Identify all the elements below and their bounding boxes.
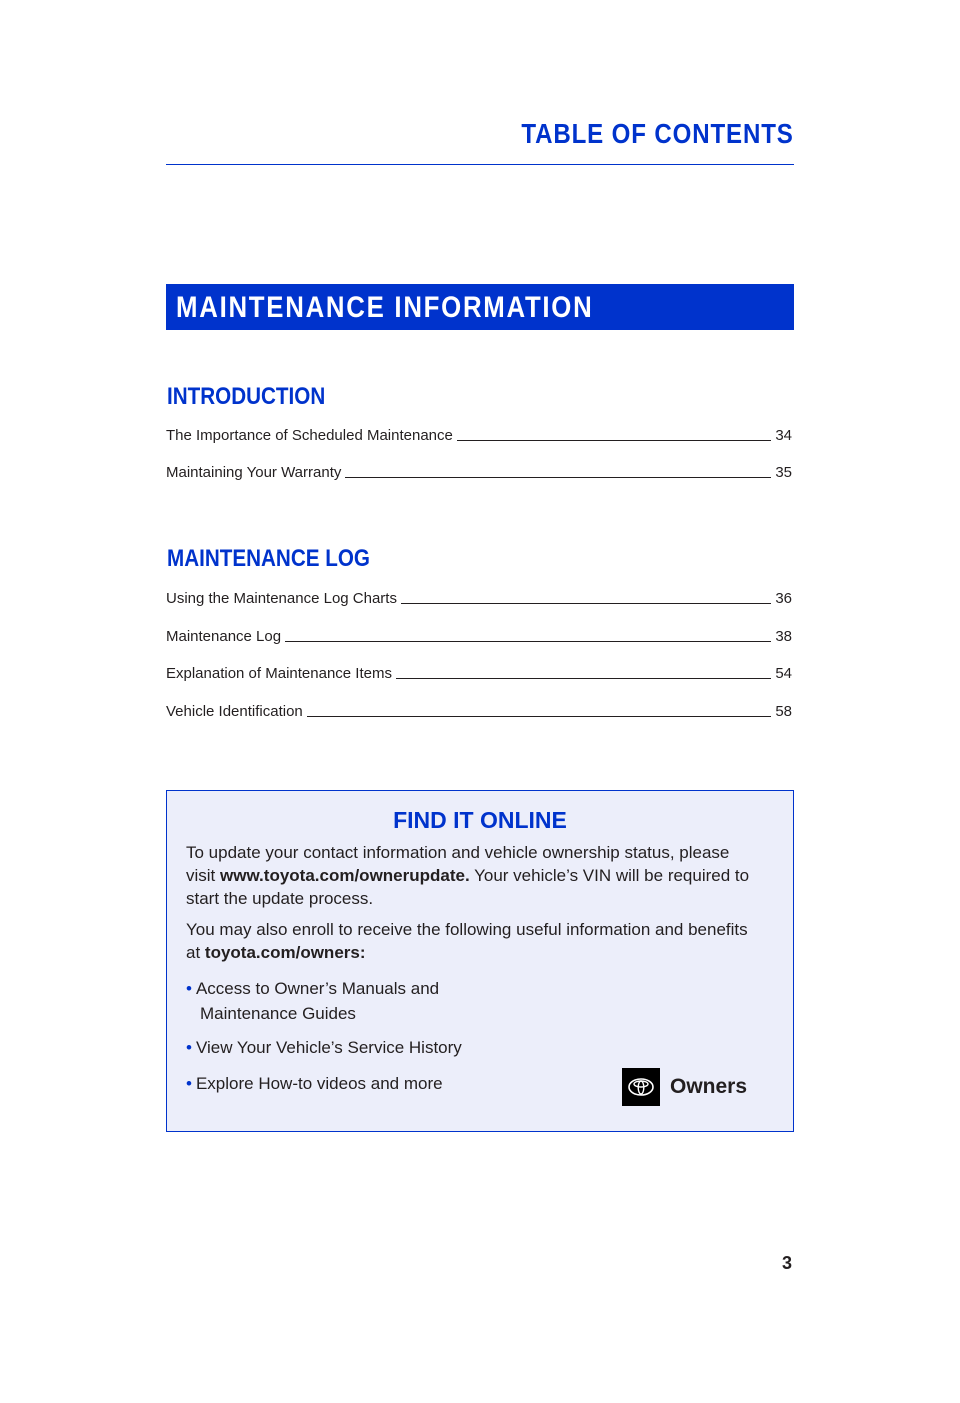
toc-entry[interactable] bbox=[166, 625, 792, 645]
benefit-text: Explore How-to videos and more bbox=[195, 1074, 443, 1093]
owners-site-link[interactable]: toyota.com/owners: bbox=[204, 943, 366, 962]
toc-entry[interactable] bbox=[166, 461, 792, 481]
toc-entry-label: Maintenance Log bbox=[166, 628, 282, 645]
toc-entry-label: The Importance of Scheduled Maintenance bbox=[166, 427, 453, 444]
benefit-item bbox=[186, 976, 586, 1026]
toyota-emblem-icon bbox=[622, 1068, 660, 1106]
bullet-icon: • bbox=[186, 1074, 192, 1093]
toc-entry-label: Maintaining Your Warranty bbox=[166, 464, 342, 481]
header-divider bbox=[166, 164, 794, 165]
toc-entry[interactable] bbox=[166, 587, 792, 607]
toc-entry-label: Explanation of Maintenance Items bbox=[166, 665, 392, 682]
toc-entry-page: 58 bbox=[775, 703, 792, 720]
toc-entry[interactable] bbox=[166, 424, 792, 444]
toc-entry-page: 38 bbox=[775, 628, 792, 645]
toc-entry-page: 34 bbox=[775, 427, 792, 444]
benefit-item bbox=[186, 1071, 586, 1096]
update-contact-text: To update your contact information and vehicle ownership status, please visit bbox=[186, 843, 730, 885]
toc-entry-label: Vehicle Identification bbox=[166, 703, 303, 720]
toc-leader-line bbox=[307, 716, 772, 717]
toc-leader-line bbox=[345, 477, 771, 478]
find-it-online-box bbox=[166, 790, 794, 1132]
update-contact-paragraph bbox=[186, 841, 756, 910]
owner-update-link[interactable]: www.toyota.com/ownerupdate. bbox=[220, 866, 470, 885]
toc-entry[interactable] bbox=[166, 662, 792, 682]
bullet-icon: • bbox=[186, 979, 192, 998]
toc-entry-page: 36 bbox=[775, 590, 792, 607]
section-heading-maintenance-log: MAINTENANCE LOG bbox=[167, 545, 370, 572]
toc-leader-line bbox=[457, 440, 771, 441]
bullet-icon: • bbox=[186, 1038, 192, 1057]
benefit-text-continued: Maintenance Guides bbox=[200, 1004, 356, 1023]
section-heading-introduction: INTRODUCTION bbox=[167, 383, 326, 410]
toc-entry-label: Using the Maintenance Log Charts bbox=[166, 590, 397, 607]
toc-leader-line bbox=[285, 641, 771, 642]
enroll-text: You may also enroll to receive the following useful information and benefits at bbox=[186, 920, 748, 962]
toc-entry-page: 54 bbox=[775, 665, 792, 682]
benefit-text: Access to Owner’s Manuals and bbox=[195, 979, 440, 998]
page-header-title: TABLE OF CONTENTS bbox=[521, 118, 794, 149]
owners-logo-text: Owners bbox=[670, 1075, 748, 1098]
section-banner bbox=[166, 284, 794, 330]
toc-entry[interactable] bbox=[166, 700, 792, 720]
benefit-text: View Your Vehicle’s Service History bbox=[195, 1038, 462, 1057]
toc-entry-page: 35 bbox=[775, 464, 792, 481]
toc-leader-line bbox=[396, 678, 771, 679]
benefit-item bbox=[186, 1035, 586, 1060]
update-contact-text-end: Your vehicle’s VIN will be required to start the update process. bbox=[186, 866, 750, 908]
page-number: 3 bbox=[781, 1253, 792, 1273]
enroll-paragraph bbox=[186, 918, 756, 964]
find-it-online-title: FIND IT ONLINE bbox=[393, 807, 567, 833]
banner-title: MAINTENANCE INFORMATION bbox=[176, 291, 594, 324]
toyota-owners-logo bbox=[622, 1068, 747, 1106]
toc-leader-line bbox=[401, 603, 771, 604]
